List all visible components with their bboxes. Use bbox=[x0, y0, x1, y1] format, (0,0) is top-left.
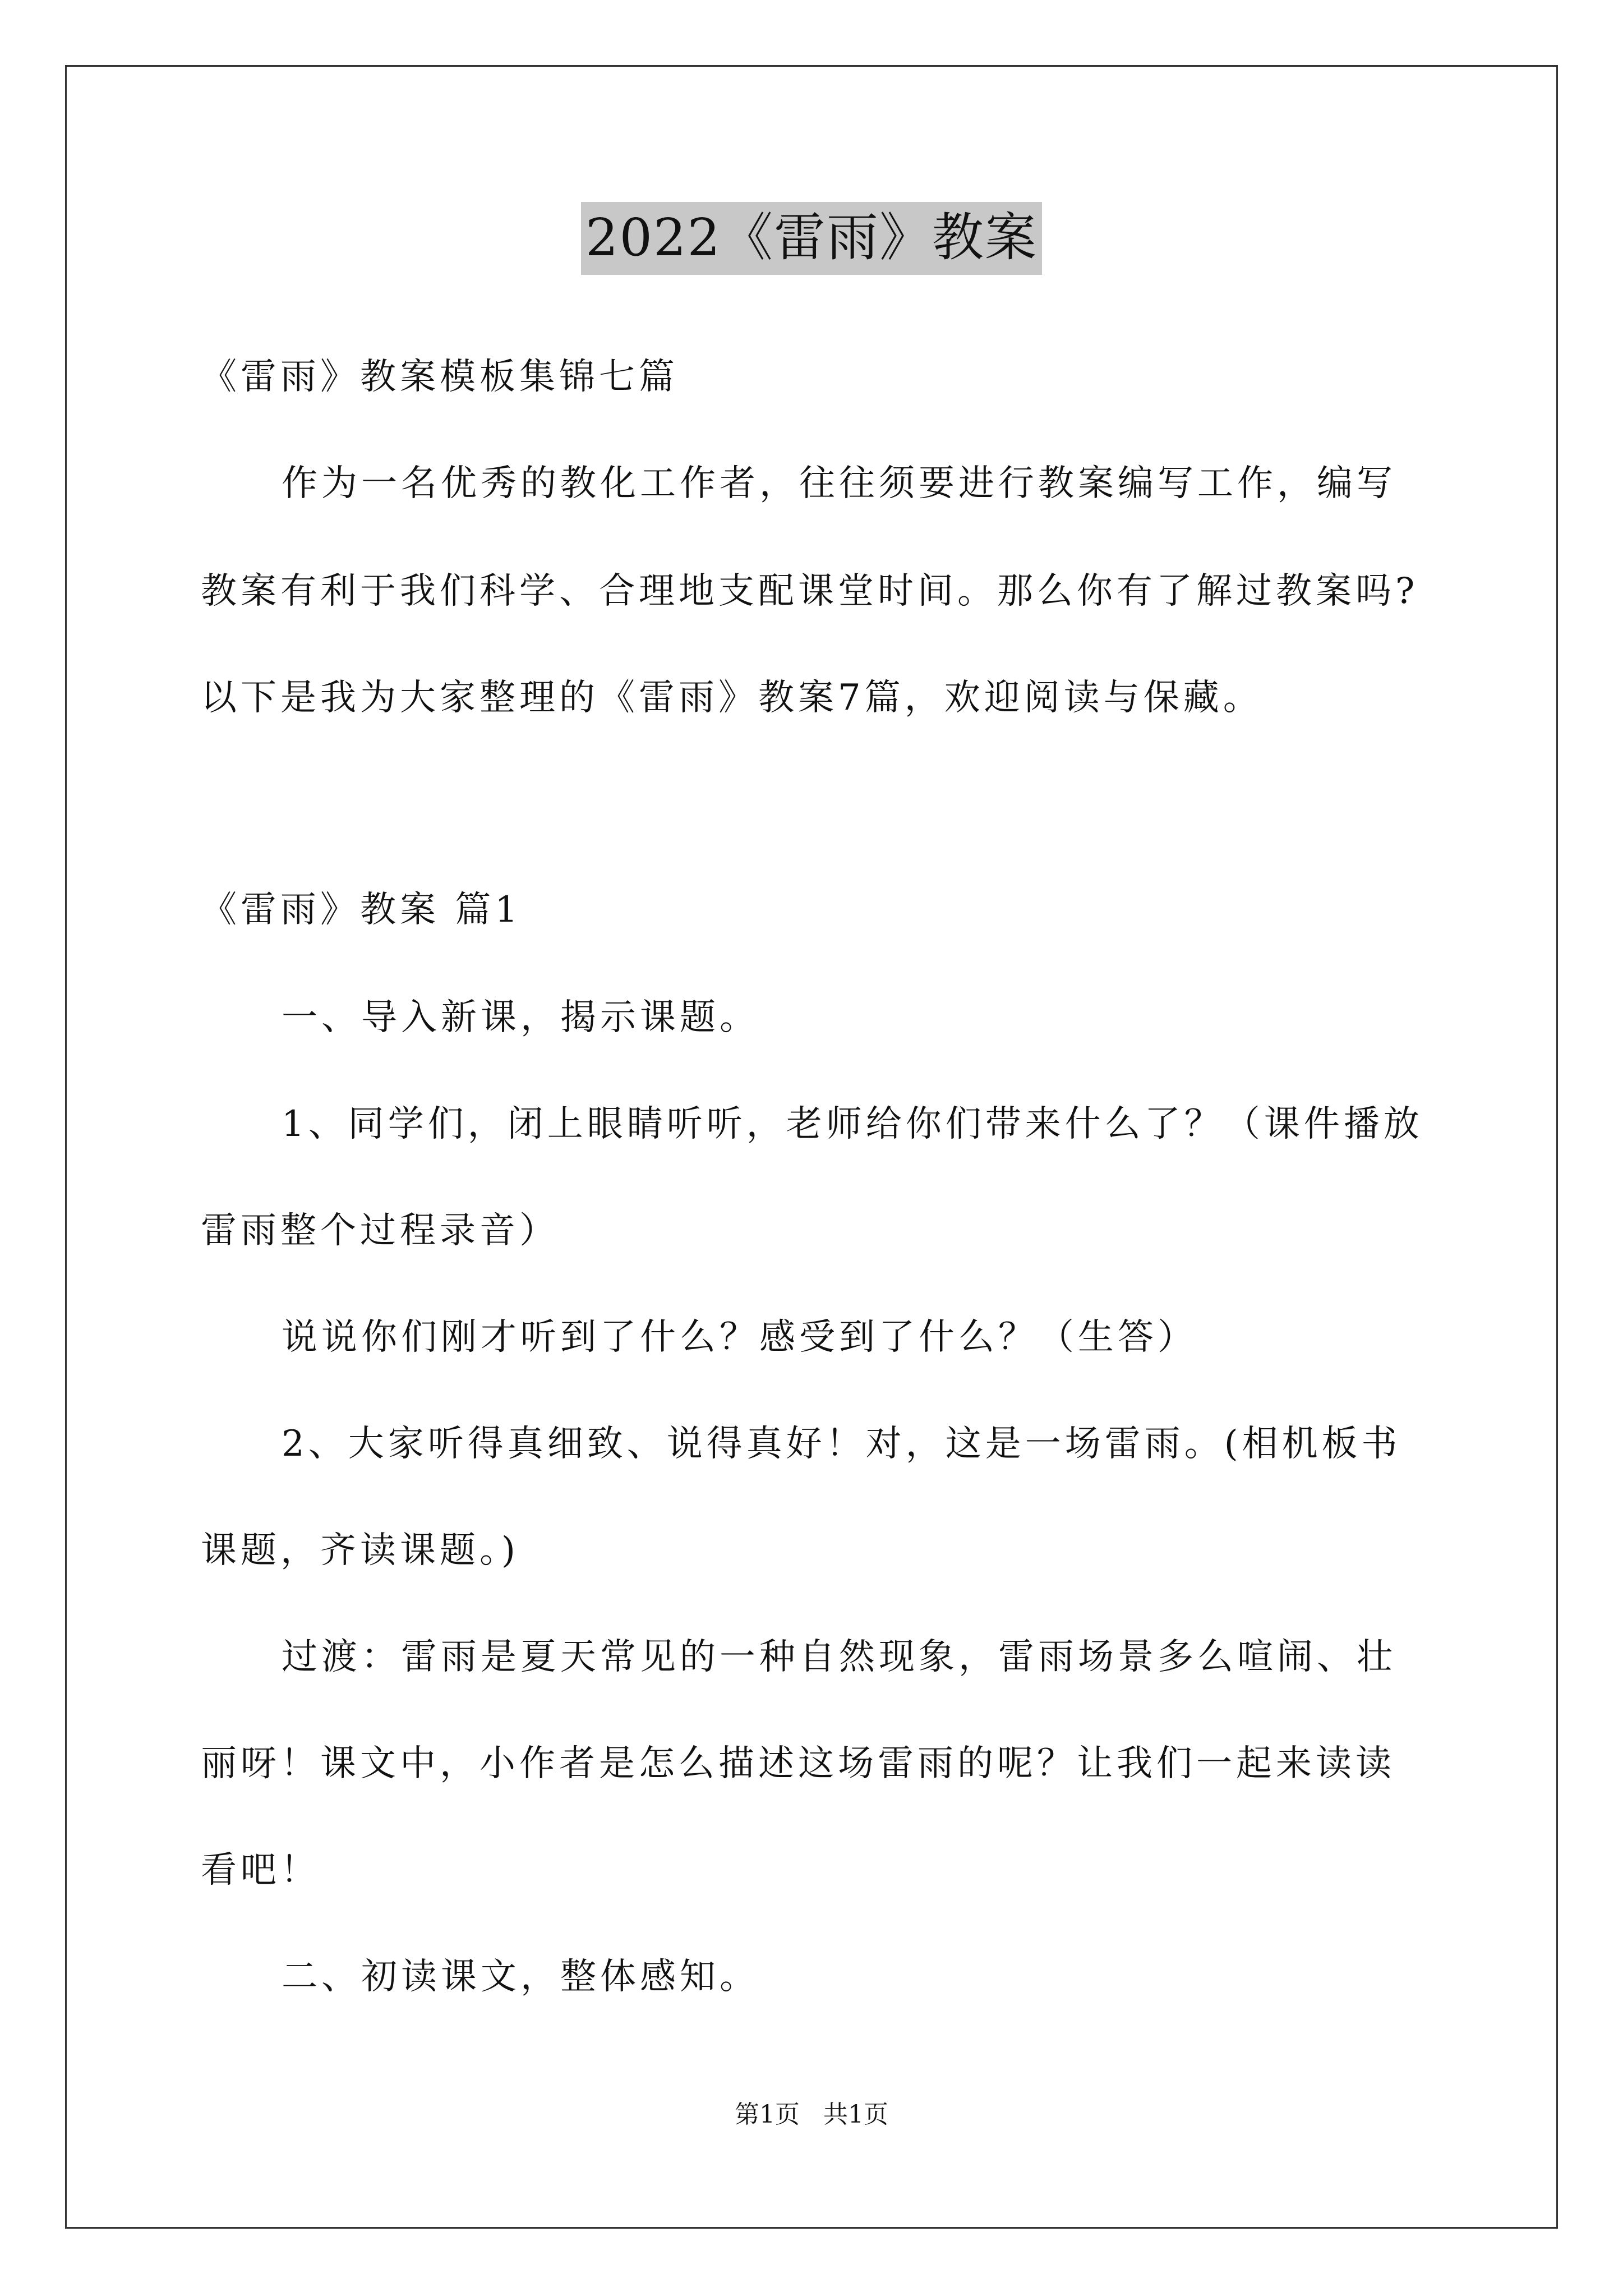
body-line-5: 2、大家听得真细致、说得真好！对，这是一场雷雨。(相机板书 bbox=[282, 1423, 1401, 1465]
body-line-2: 1、同学们，闭上眼睛听听，老师给你们带来什么了？（课件播放 bbox=[282, 1103, 1423, 1145]
body-line-1: 一、导入新课，揭示课题。 bbox=[282, 997, 759, 1038]
body-line-3: 雷雨整个过程录音） bbox=[201, 1210, 559, 1251]
body-line-7: 过渡：雷雨是夏天常见的一种自然现象，雷雨场景多么喧闹、壮 bbox=[282, 1636, 1396, 1678]
body-line-4: 说说你们刚才听到了什么？感受到了什么？（生答） bbox=[282, 1317, 1197, 1358]
intro-line-2: 教案有利于我们科学、合理地支配课堂时间。那么你有了解过教案吗? bbox=[201, 570, 1419, 612]
intro-line-3: 以下是我为大家整理的《雷雨》教案7篇，欢迎阅读与保藏。 bbox=[201, 677, 1263, 719]
page-footer: 第1页 共1页 bbox=[735, 2100, 888, 2129]
body-line-10: 二、初读课文，整体感知。 bbox=[282, 1956, 759, 1998]
body-line-6: 课题，齐读课题。) bbox=[201, 1530, 519, 1571]
intro-line-1: 作为一名优秀的教化工作者，往往须要进行教案编写工作，编写 bbox=[282, 463, 1396, 504]
body-line-9: 看吧！ bbox=[201, 1849, 320, 1891]
document-title-text: 2022《雷雨》教案 bbox=[581, 202, 1042, 275]
section-heading: 《雷雨》教案 篇1 bbox=[201, 889, 522, 931]
document-subtitle: 《雷雨》教案模板集锦七篇 bbox=[201, 356, 679, 398]
body-line-8: 丽呀！课文中，小作者是怎么描述这场雷雨的呢？让我们一起来读读 bbox=[201, 1743, 1395, 1784]
document-title bbox=[0, 202, 1623, 275]
